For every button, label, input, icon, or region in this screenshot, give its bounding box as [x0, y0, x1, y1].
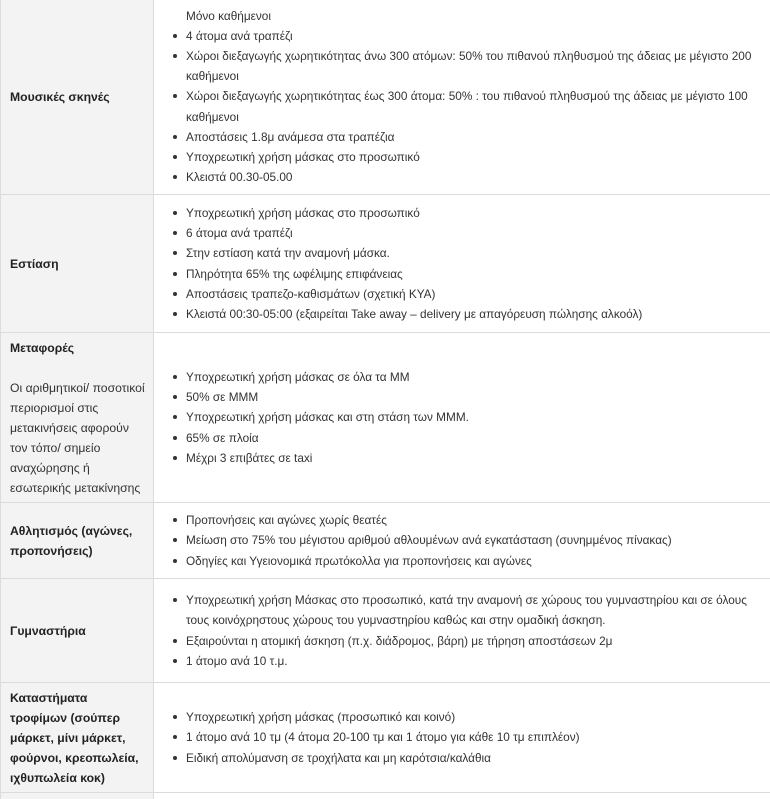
row-label: Εστίαση	[10, 257, 59, 271]
row-label-cell	[1, 793, 154, 799]
row-sublabel: Οι αριθμητικοί/ ποσοτικοί περιορισμοί στις μετακινήσεις αφορούν τον τόπο/ σημείο αναχώρησης ή εσωτερικής μετακίνησης	[10, 378, 147, 498]
row-content-cell	[154, 333, 770, 503]
row-content-cell	[154, 0, 770, 195]
row-label: Καταστήματα τροφίμων (σούπερ μάρκετ, μίνι μάρκετ, φούρνοι, κρεοπωλεία, ιχθυπωλεία κοκ)	[10, 691, 139, 785]
bullet-list	[164, 590, 766, 671]
list-item: Υποχρεωτική χρήση μάσκας και στη στάση των ΜΜΜ.	[186, 407, 766, 427]
row-label-cell	[1, 683, 154, 793]
table-row	[1, 333, 770, 503]
row-label-cell	[1, 579, 154, 683]
list-item: 4 άτομα ανά τραπέζι	[186, 26, 766, 46]
list-item: Στην εστίαση κατά την αναμονή μάσκα.	[186, 243, 766, 263]
bullet-list	[164, 367, 766, 468]
table-row	[1, 195, 770, 333]
list-item: Υποχρεωτική χρήση μάσκας στο προσωπικό	[186, 203, 766, 223]
row-intro: Μόνο καθήμενοι	[164, 6, 766, 26]
list-item: Κλειστά 00:30-05:00 (εξαιρείται Take away – delivery με απαγόρευση πώλησης αλκοόλ)	[186, 304, 766, 324]
table-row	[1, 0, 770, 195]
bullet-list	[164, 203, 766, 324]
list-item: Οδηγίες και Υγειονομικά πρωτόκολλα για προπονήσεις και αγώνες	[186, 551, 766, 571]
list-item: Χώροι διεξαγωγής χωρητικότητας άνω 300 ατόμων: 50% του πιθανού πληθυσμού της άδειας με μέγιστο 200 καθήμενοι	[186, 46, 766, 86]
bullet-list	[164, 707, 766, 768]
list-item: Υποχρεωτική χρήση Μάσκας στο προσωπικό, κατά την αναμονή σε χώρους του γυμναστηρίου και σε όλους τους κοινόχρηστους χώρους του γυμναστηρίου καθώς και στην ομαδική άσκηση.	[186, 590, 766, 630]
row-content-cell	[154, 793, 770, 799]
list-item: Υποχρεωτική χρήση μάσκας (προσωπικό και κοινό)	[186, 707, 766, 727]
list-item: Εξαιρούνται η ατομική άσκηση (π.χ. διάδρομος, βάρη) με τήρηση αποστάσεων 2μ	[186, 631, 766, 651]
list-item: Υποχρεωτική χρήση μάσκας σε όλα τα ΜΜ	[186, 367, 766, 387]
table-row	[1, 683, 770, 793]
row-label-cell	[1, 195, 154, 333]
list-item: Κλειστά 00.30-05.00	[186, 167, 766, 187]
list-item: Αποστάσεις 1.8μ ανάμεσα στα τραπέζια	[186, 127, 766, 147]
list-item: Μέχρι 3 επιβάτες σε taxi	[186, 448, 766, 468]
row-label: Αθλητισμός (αγώνες, προπονήσεις)	[10, 524, 132, 558]
row-content-cell	[154, 579, 770, 683]
table-row	[1, 503, 770, 579]
list-item: Μείωση στο 75% του μέγιστου αριθμού αθλουμένων ανά εγκατάσταση (συνημμένος πίνακας)	[186, 530, 766, 550]
table-row-partial	[1, 793, 770, 799]
row-label-cell	[1, 503, 154, 579]
row-label: Μεταφορές	[10, 341, 74, 355]
row-content-cell	[154, 195, 770, 333]
list-item: 6 άτομα ανά τραπέζι	[186, 223, 766, 243]
list-item: 50% σε ΜΜΜ	[186, 387, 766, 407]
table-row	[1, 579, 770, 683]
list-item: Προπονήσεις και αγώνες χωρίς θεατές	[186, 510, 766, 530]
list-item: Χώροι διεξαγωγής χωρητικότητας έως 300 άτομα: 50% : του πιθανού πληθυσμού της άδειας με μέγιστο 100 καθήμενοι	[186, 86, 766, 126]
list-item: Αποστάσεις τραπεζο-καθισμάτων (σχετική ΚΥΑ)	[186, 284, 766, 304]
row-label-cell	[1, 333, 154, 503]
bullet-list	[164, 510, 766, 571]
list-item: Πληρότητα 65% της ωφέλιμης επιφάνειας	[186, 264, 766, 284]
list-item: Ειδική απολύμανση σε τροχήλατα και μη καρότσια/καλάθια	[186, 748, 766, 768]
row-label: Μουσικές σκηνές	[10, 90, 110, 104]
bullet-list	[164, 26, 766, 188]
list-item: 65% σε πλοία	[186, 428, 766, 448]
list-item: 1 άτομο ανά 10 τμ (4 άτομα 20-100 τμ και 1 άτομο για κάθε 10 τμ επιπλέον)	[186, 727, 766, 747]
row-content-cell	[154, 503, 770, 579]
row-content-cell	[154, 683, 770, 793]
list-item: Υποχρεωτική χρήση μάσκας στο προσωπικό	[186, 147, 766, 167]
row-label-cell	[1, 0, 154, 195]
row-label: Γυμναστήρια	[10, 624, 86, 638]
list-item: 1 άτομο ανά 10 τ.μ.	[186, 651, 766, 671]
